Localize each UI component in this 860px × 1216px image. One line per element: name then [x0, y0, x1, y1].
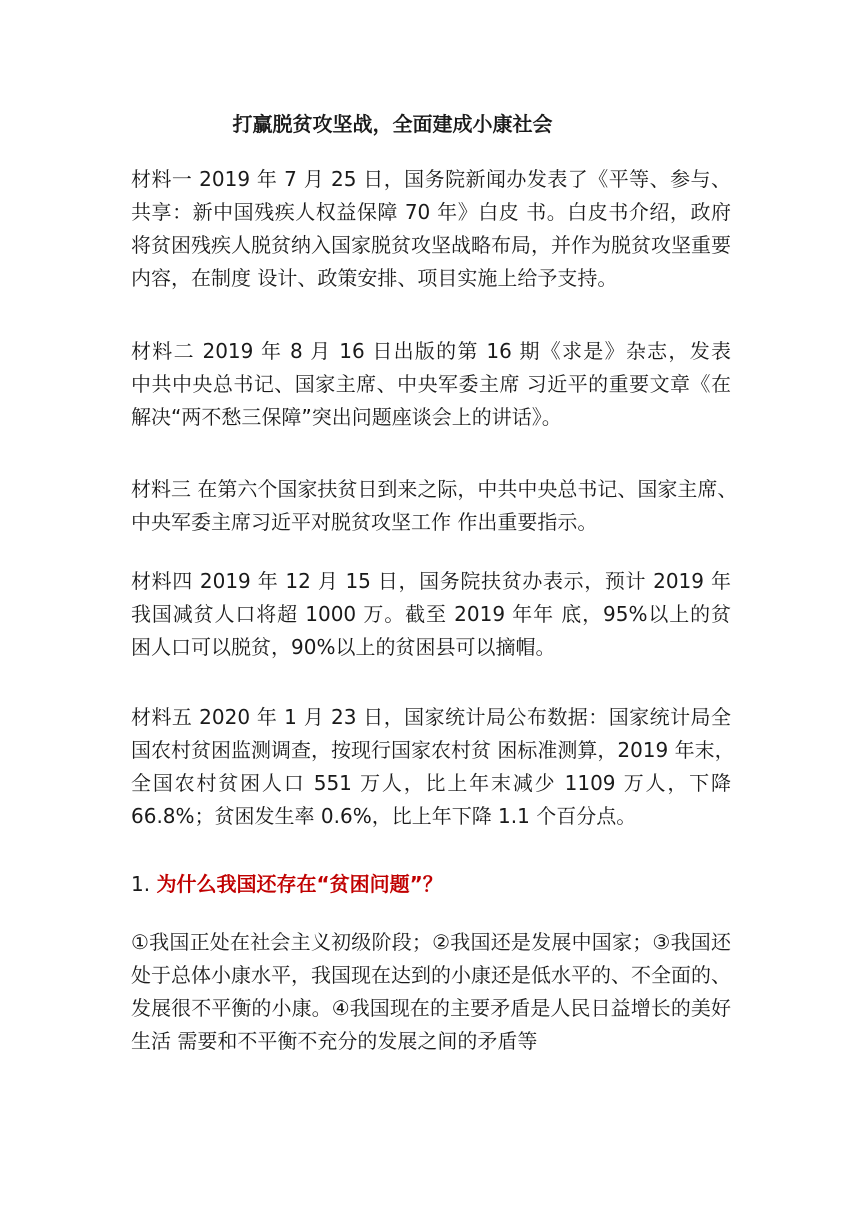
text-line: 发展很不平衡的小康。④我国现在的主要矛盾是人民日益增长的美好: [131, 996, 731, 1020]
question-text: 为什么我国还存在“贫困问题”？: [156, 872, 443, 896]
material-5: [131, 701, 735, 833]
material-2: [131, 335, 731, 434]
text-line: 将贫困残疾人脱贫纳入国家脱贫攻坚战略布局，并作为脱贫攻坚重要: [131, 233, 731, 257]
text-line: 材料四 2019 年 12 月 15 日，国务院扶贫办表示，预计 2019 年: [131, 569, 731, 593]
question-number: 1.: [131, 872, 151, 896]
text-line: 材料二 2019 年 8 月 16 日出版的第 16 期《求是》杂志，发表: [131, 339, 731, 363]
text-line: 材料五 2020 年 1 月 23 日，国家统计局公布数据：国家统计局全: [131, 705, 731, 729]
text-line: 国农村贫困监测调查，按现行国家农村贫 困标准测算，2019 年末，: [131, 738, 735, 762]
text-line: 材料一 2019 年 7 月 25 日，国务院新闻办发表了《平等、参与、: [131, 167, 731, 191]
document-title: 打赢脱贫攻坚战，全面建成小康社会: [232, 112, 553, 136]
text-line: 内容，在制度 设计、政策安排、项目实施上给予支持。: [131, 266, 618, 290]
text-line: 中共中央总书记、国家主席、中央军委主席 习近平的重要文章《在: [131, 372, 731, 396]
text-line: 我国减贫人口将超 1000 万。截至 2019 年年 底，95%以上的贫: [131, 602, 731, 626]
text-line: 处于总体小康水平，我国现在达到的小康还是低水平的、不全面的、: [131, 963, 731, 987]
text-line: 中央军委主席习近平对脱贫攻坚工作 作出重要指示。: [131, 510, 598, 534]
text-line: 全国农村贫困人口 551 万人，比上年末减少 1109 万人，下降: [131, 771, 731, 795]
text-line: 生活 需要和不平衡不充分的发展之间的矛盾等: [131, 1029, 538, 1053]
text-line: 解决“两不愁三保障”突出问题座谈会上的讲话》。: [131, 405, 562, 429]
text-line: 困人口可以脱贫，90%以上的贫困县可以摘帽。: [131, 635, 556, 659]
text-line: 材料三 在第六个国家扶贫日到来之际，中共中央总书记、国家主席、: [131, 477, 738, 501]
material-1: [131, 163, 731, 295]
question-heading: [131, 868, 443, 901]
material-3: [131, 473, 738, 539]
text-line: ①我国正处在社会主义初级阶段；②我国还是发展中国家；③我国还: [131, 930, 731, 954]
text-line: 66.8%；贫困发生率 0.6%，比上年下降 1.1 个百分点。: [131, 804, 637, 828]
answer-paragraph: [131, 926, 731, 1058]
text-line: 共享：新中国残疾人权益保障 70 年》白皮 书。白皮书介绍，政府: [131, 200, 731, 224]
material-4: [131, 565, 731, 664]
